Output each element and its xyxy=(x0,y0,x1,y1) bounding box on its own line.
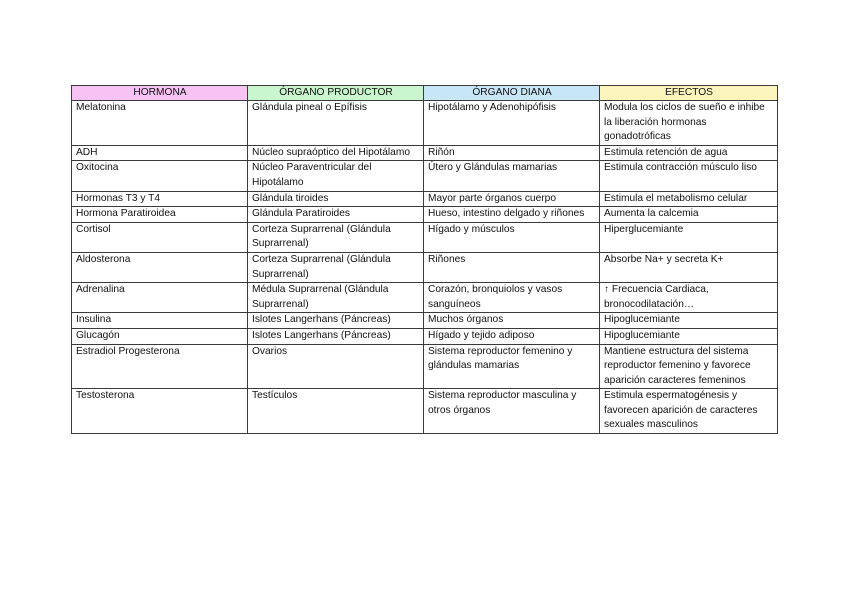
cell-hormona: Cortisol xyxy=(72,222,248,252)
cell-hormona: Hormona Paratiroidea xyxy=(72,207,248,223)
cell-hormona: Glucagón xyxy=(72,328,248,344)
cell-organo-productor: Glándula tiroides xyxy=(248,191,424,207)
cell-organo-diana: Hígado y músculos xyxy=(424,222,600,252)
table-row xyxy=(72,344,778,389)
cell-organo-diana: Sistema reproductor masculina y otros órganos xyxy=(424,389,600,434)
cell-organo-diana: Corazón, bronquiolos y vasos sanguíneos xyxy=(424,283,600,313)
cell-hormona: Insulina xyxy=(72,313,248,329)
table-row xyxy=(72,145,778,161)
table-row xyxy=(72,313,778,329)
cell-organo-productor: Médula Suprarrenal (Glándula Suprarrenal) xyxy=(248,283,424,313)
cell-organo-productor: Corteza Suprarrenal (Glándula Suprarrenal) xyxy=(248,222,424,252)
cell-organo-productor: Islotes Langerhans (Páncreas) xyxy=(248,313,424,329)
cell-organo-diana: Mayor parte órganos cuerpo xyxy=(424,191,600,207)
table-row xyxy=(72,328,778,344)
cell-organo-productor: Ovarios xyxy=(248,344,424,389)
cell-organo-diana: Muchos órganos xyxy=(424,313,600,329)
cell-efectos: Hiperglucemiante xyxy=(600,222,778,252)
cell-organo-diana: Sistema reproductor femenino y glándulas mamarias xyxy=(424,344,600,389)
table-row xyxy=(72,252,778,282)
cell-efectos: Absorbe Na+ y secreta K+ xyxy=(600,252,778,282)
table-row xyxy=(72,161,778,191)
cell-organo-productor: Testículos xyxy=(248,389,424,434)
cell-efectos: Estimula retención de agua xyxy=(600,145,778,161)
cell-organo-diana: Riñones xyxy=(424,252,600,282)
cell-efectos: Estimula el metabolismo celular xyxy=(600,191,778,207)
cell-organo-productor: Núcleo Paraventricular del Hipotálamo xyxy=(248,161,424,191)
cell-organo-productor: Glándula pineal o Epífisis xyxy=(248,101,424,146)
cell-hormona: Oxitocina xyxy=(72,161,248,191)
cell-efectos: Estimula espermatogénesis y favorecen aparición de caracteres sexuales masculinos xyxy=(600,389,778,434)
cell-efectos: Aumenta la calcemia xyxy=(600,207,778,223)
table-row xyxy=(72,283,778,313)
cell-organo-productor: Núcleo supraóptico del Hipotálamo xyxy=(248,145,424,161)
table-row xyxy=(72,389,778,434)
cell-organo-productor: Islotes Langerhans (Páncreas) xyxy=(248,328,424,344)
cell-efectos: ↑ Frecuencia Cardiaca, bronocodilatación… xyxy=(600,283,778,313)
cell-hormona: Melatonina xyxy=(72,101,248,146)
header-efectos: EFECTOS xyxy=(600,86,778,101)
cell-efectos: Estimula contracción músculo liso xyxy=(600,161,778,191)
cell-efectos: Modula los ciclos de sueño e inhibe la liberación hormonas gonadotróficas xyxy=(600,101,778,146)
cell-hormona: Adrenalina xyxy=(72,283,248,313)
cell-hormona: Estradiol Progesterona xyxy=(72,344,248,389)
table-row xyxy=(72,207,778,223)
cell-efectos: Hipoglucemiante xyxy=(600,328,778,344)
cell-organo-productor: Corteza Suprarrenal (Glándula Suprarrenal) xyxy=(248,252,424,282)
table-header-row xyxy=(72,86,778,101)
cell-organo-diana: Hueso, intestino delgado y riñones xyxy=(424,207,600,223)
cell-organo-diana: Útero y Glándulas mamarias xyxy=(424,161,600,191)
hormone-table xyxy=(71,85,778,434)
table-row xyxy=(72,191,778,207)
header-organo-diana: ÓRGANO DIANA xyxy=(424,86,600,101)
table-row xyxy=(72,101,778,146)
cell-organo-diana: Hígado y tejido adiposo xyxy=(424,328,600,344)
header-organo-productor: ÓRGANO PRODUCTOR xyxy=(248,86,424,101)
cell-hormona: Aldosterona xyxy=(72,252,248,282)
cell-efectos: Hipoglucemiante xyxy=(600,313,778,329)
cell-hormona: Hormonas T3 y T4 xyxy=(72,191,248,207)
cell-organo-productor: Glándula Paratiroides xyxy=(248,207,424,223)
cell-organo-diana: Hipotálamo y Adenohipófisis xyxy=(424,101,600,146)
cell-organo-diana: Riñón xyxy=(424,145,600,161)
cell-hormona: ADH xyxy=(72,145,248,161)
header-hormona: HORMONA xyxy=(72,86,248,101)
cell-hormona: Testosterona xyxy=(72,389,248,434)
cell-efectos: Mantiene estructura del sistema reproductor femenino y favorece aparición caracteres femeninos xyxy=(600,344,778,389)
table-row xyxy=(72,222,778,252)
